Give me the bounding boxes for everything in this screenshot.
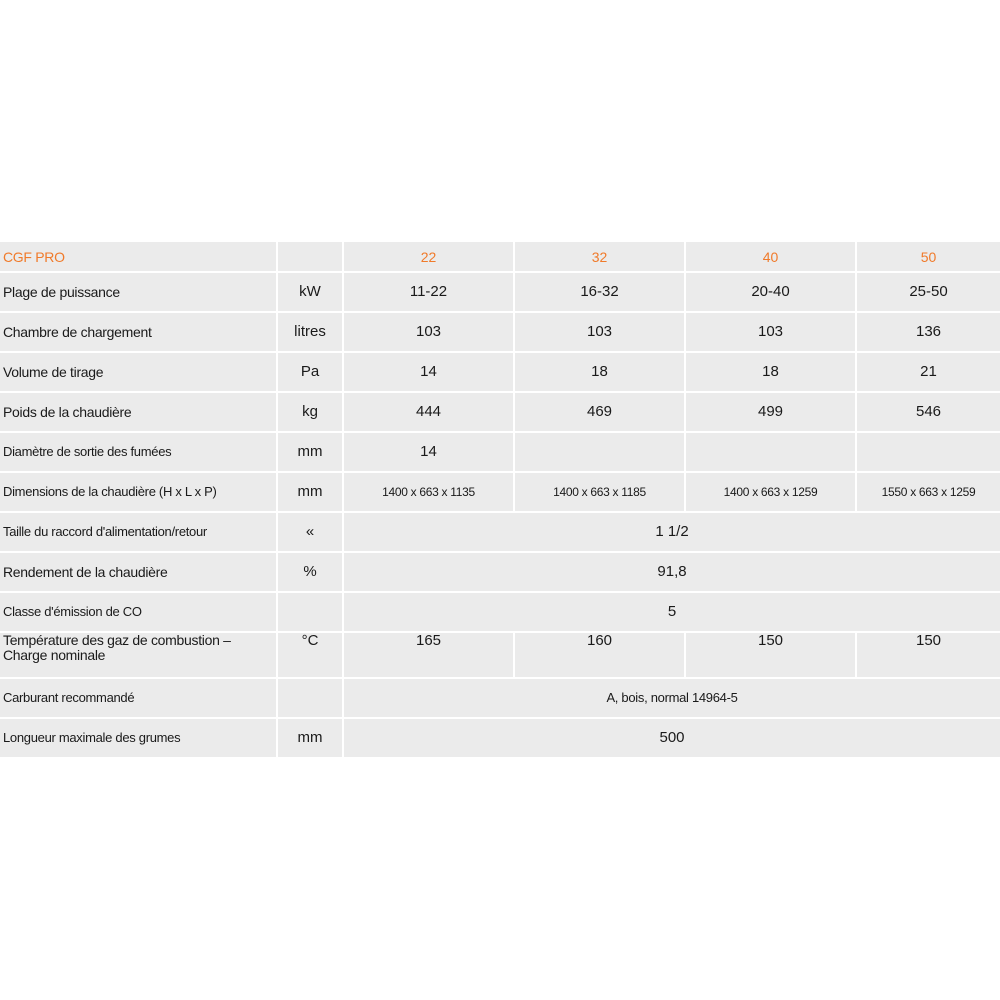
row-power xyxy=(0,273,1000,313)
row-unit: Pa xyxy=(278,353,344,393)
cell-value: 160 xyxy=(515,633,686,679)
cell-value: 499 xyxy=(686,393,857,433)
cell-value: 444 xyxy=(344,393,515,433)
row-unit: « xyxy=(278,513,344,553)
cell-value: 546 xyxy=(857,393,1000,433)
row-unit: mm xyxy=(278,719,344,759)
header-row xyxy=(0,242,1000,273)
row-label: Volume de tirage xyxy=(0,353,278,393)
row-unit xyxy=(278,679,344,719)
cell-value: 18 xyxy=(515,353,686,393)
unit-header xyxy=(278,242,344,273)
model-22-header: 22 xyxy=(344,242,515,273)
row-label: Taille du raccord d'alimentation/retour xyxy=(0,513,278,553)
row-chamber xyxy=(0,313,1000,353)
cell-value: 165 xyxy=(344,633,515,679)
cell-value: 1550 x 663 x 1259 xyxy=(857,473,1000,513)
row-label: Rendement de la chaudière xyxy=(0,553,278,593)
row-label: Poids de la chaudière xyxy=(0,393,278,433)
cell-value: 14 xyxy=(344,433,515,473)
row-log-length xyxy=(0,719,1000,759)
row-weight xyxy=(0,393,1000,433)
row-efficiency xyxy=(0,553,1000,593)
row-connection xyxy=(0,513,1000,553)
row-co-class xyxy=(0,593,1000,633)
row-dimensions xyxy=(0,473,1000,513)
row-unit: kW xyxy=(278,273,344,313)
cell-value-merged: 5 xyxy=(344,593,1000,633)
row-unit: litres xyxy=(278,313,344,353)
cell-value: 150 xyxy=(686,633,857,679)
cell-value: 469 xyxy=(515,393,686,433)
cell-value: 18 xyxy=(686,353,857,393)
cell-value-merged: 1 1/2 xyxy=(344,513,1000,553)
cell-value-merged: A, bois, normal 14964-5 xyxy=(344,679,1000,719)
row-label: Plage de puissance xyxy=(0,273,278,313)
cell-value: 103 xyxy=(686,313,857,353)
cell-value: 1400 x 663 x 1185 xyxy=(515,473,686,513)
cell-value xyxy=(515,433,686,473)
spec-table xyxy=(0,242,1000,759)
cell-value: 25-50 xyxy=(857,273,1000,313)
row-label: Dimensions de la chaudière (H x L x P) xyxy=(0,473,278,513)
row-unit: kg xyxy=(278,393,344,433)
row-unit: mm xyxy=(278,473,344,513)
cell-value xyxy=(857,433,1000,473)
cell-value: 14 xyxy=(344,353,515,393)
cell-value xyxy=(686,433,857,473)
row-unit xyxy=(278,593,344,633)
model-50-header: 50 xyxy=(857,242,1000,273)
cell-value: 21 xyxy=(857,353,1000,393)
cell-value: 16-32 xyxy=(515,273,686,313)
row-fuel xyxy=(0,679,1000,719)
row-label: Chambre de chargement xyxy=(0,313,278,353)
cell-value: 136 xyxy=(857,313,1000,353)
cell-value: 11-22 xyxy=(344,273,515,313)
cell-value: 150 xyxy=(857,633,1000,679)
row-flue xyxy=(0,433,1000,473)
row-label: Diamètre de sortie des fumées xyxy=(0,433,278,473)
row-gas-temp xyxy=(0,633,1000,679)
row-unit: % xyxy=(278,553,344,593)
row-unit: °C xyxy=(278,633,344,679)
model-32-header: 32 xyxy=(515,242,686,273)
row-unit: mm xyxy=(278,433,344,473)
cell-value: 20-40 xyxy=(686,273,857,313)
cell-value: 1400 x 663 x 1259 xyxy=(686,473,857,513)
cell-value-merged: 500 xyxy=(344,719,1000,759)
cell-value: 103 xyxy=(344,313,515,353)
row-draft xyxy=(0,353,1000,393)
cell-value: 103 xyxy=(515,313,686,353)
row-label: Classe d'émission de CO xyxy=(0,593,278,633)
row-label: Température des gaz de combustion – Charge nominale xyxy=(0,633,278,679)
cell-value-merged: 91,8 xyxy=(344,553,1000,593)
cell-value: 1400 x 663 x 1135 xyxy=(344,473,515,513)
row-label: Carburant recommandé xyxy=(0,679,278,719)
product-name: CGF PRO xyxy=(0,242,278,273)
row-label: Longueur maximale des grumes xyxy=(0,719,278,759)
model-40-header: 40 xyxy=(686,242,857,273)
